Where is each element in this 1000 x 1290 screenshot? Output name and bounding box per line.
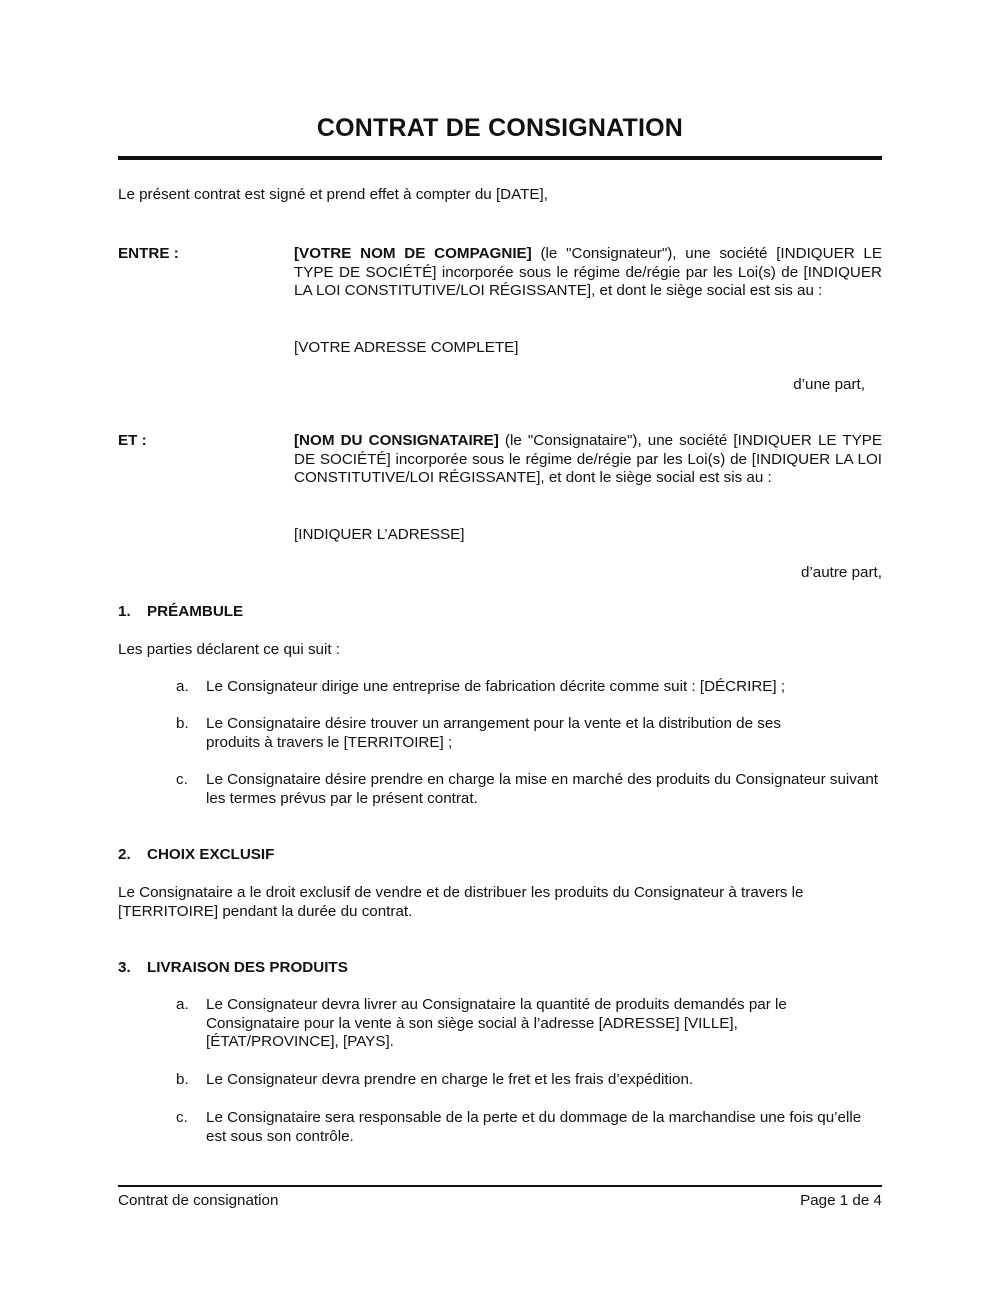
section-1-item-a	[176, 678, 882, 697]
section-2-heading	[118, 846, 274, 865]
item-letter: c.	[176, 771, 188, 788]
party-2-closing: d’autre part,	[800, 564, 882, 581]
title-divider	[118, 156, 882, 160]
item-text: Le Consignataire désire prendre en charge la mise en marché des produits du Consignateur suivant les termes prévus par le présent contrat.	[206, 771, 879, 807]
section-3-heading	[118, 959, 348, 978]
party-2-description	[294, 432, 882, 488]
item-text: Le Consignataire désire trouver un arrangement pour la vente et la distribution de ses produits à travers le [TERRITOIRE] ;	[206, 715, 781, 751]
section-1-item-b	[176, 715, 826, 752]
party-1-name: [VOTRE NOM DE COMPAGNIE]	[294, 245, 532, 262]
section-2-number: 2.	[118, 846, 131, 863]
party-1-description	[294, 245, 882, 301]
item-text: Le Consignateur devra livrer au Consignataire la quantité de produits demandés par le Consignataire pour la vente à son siège social à l’adresse [ADRESSE] [VILLE], [ÉTAT/PROVINCE], [PAYS].	[206, 996, 787, 1051]
item-letter: a.	[176, 678, 189, 695]
footer-page-number: Page 1 de 4	[800, 1192, 882, 1209]
item-letter: a.	[176, 996, 189, 1013]
party-2-address: [INDIQUER L’ADRESSE]	[294, 526, 465, 543]
item-letter: b.	[176, 715, 189, 732]
item-text: Le Consignateur devra prendre en charge le fret et les frais d’expédition.	[206, 1071, 694, 1088]
item-letter: b.	[176, 1071, 189, 1088]
party-2-text: (le "Consignataire"), une société [INDIQUER LE TYPE DE SOCIÉTÉ] incorporée sous le régime de/régie par les Loi(s) de [INDIQUER LA LOI CONSTITUTIVE/LOI RÉGISSANTE], et dont le siège social est sis au :	[294, 432, 883, 487]
party-1-closing: d’une part,	[793, 376, 865, 393]
party-2-name: [NOM DU CONSIGNATAIRE]	[294, 432, 499, 449]
section-3-number: 3.	[118, 959, 131, 976]
item-letter: c.	[176, 1109, 188, 1126]
party-1-text: (le "Consignateur"), une société [INDIQUER LE TYPE DE SOCIÉTÉ] incorporée sous le régime de/régie par les Loi(s) de [INDIQUER LA LOI CONSTITUTIVE/LOI RÉGISSANTE], et dont le siège social est sis au :	[294, 245, 882, 300]
document-title: CONTRAT DE CONSIGNATION	[316, 114, 684, 142]
party-1-address: [VOTRE ADRESSE COMPLETE]	[294, 339, 519, 356]
intro-paragraph: Le présent contrat est signé et prend effet à compter du [DATE],	[118, 186, 548, 203]
section-1-intro: Les parties déclarent ce qui suit :	[118, 641, 341, 658]
item-text: Le Consignataire sera responsable de la perte et du dommage de la marchandise une fois qu’elle est sous son contrôle.	[206, 1109, 862, 1145]
section-3-title: LIVRAISON DES PRODUITS	[147, 959, 348, 976]
item-text: Le Consignateur dirige une entreprise de fabrication décrite comme suit : [DÉCRIRE] ;	[206, 678, 786, 695]
footer-document-name: Contrat de consignation	[118, 1192, 279, 1209]
section-1-title: PRÉAMBULE	[147, 603, 244, 620]
section-2-title: CHOIX EXCLUSIF	[147, 846, 275, 863]
section-3-item-c	[176, 1109, 882, 1146]
party-1-label: ENTRE :	[118, 245, 179, 262]
section-1-number: 1.	[118, 603, 131, 620]
section-3-item-a	[176, 996, 856, 1052]
section-2-body: Le Consignataire a le droit exclusif de vendre et de distribuer les produits du Consignateur à travers le [TERRITOIRE] pendant la durée du contrat.	[118, 884, 804, 920]
section-3-item-b	[176, 1071, 882, 1090]
footer-divider	[118, 1185, 882, 1187]
section-1-heading	[118, 603, 243, 622]
party-2-label: ET :	[118, 432, 147, 449]
document-page	[118, 0, 882, 1290]
section-1-item-c	[176, 771, 882, 808]
